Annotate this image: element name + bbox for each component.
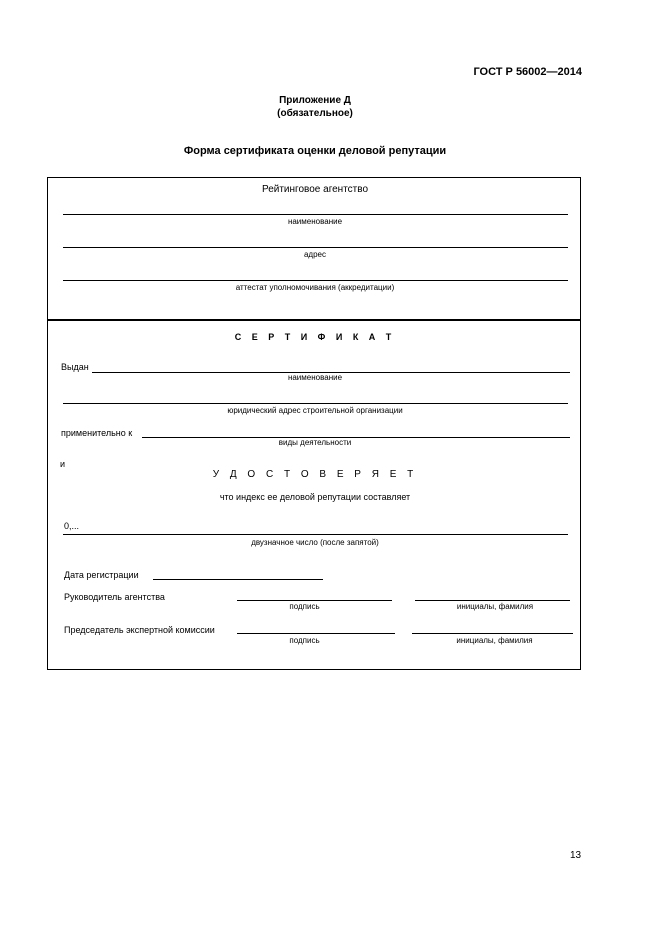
registration-label: Дата регистрации: [64, 570, 139, 580]
agency-heading: Рейтинговое агентство: [261, 184, 369, 195]
agency-accreditation-caption: аттестат уполномочивания (аккредитации): [235, 283, 395, 292]
issued-label: Выдан: [61, 362, 89, 372]
agency-section: [47, 177, 581, 320]
legal-address-caption: юридический адрес строительной организации: [227, 406, 403, 415]
form-title: Форма сертификата оценки деловой репутации: [183, 145, 447, 157]
chair-name-line: [412, 633, 573, 634]
applicable-caption: виды деятельности: [278, 438, 352, 447]
head-name-caption: инициалы, фамилия: [456, 602, 534, 611]
certificate-heading: С Е Р Т И Ф И К А Т: [234, 332, 396, 342]
chair-signature-caption: подпись: [289, 636, 320, 645]
chair-signature-line: [237, 633, 395, 634]
applicable-label: применительно к: [61, 428, 133, 438]
chair-name-caption: инициалы, фамилия: [456, 636, 533, 645]
page-number: 13: [570, 850, 582, 861]
appendix-status: (обязательное): [277, 108, 353, 119]
issued-caption: наименование: [287, 373, 343, 382]
legal-address-line: [63, 403, 568, 404]
index-line: [63, 534, 568, 535]
chair-label: Председатель экспертной комиссии: [64, 625, 215, 635]
index-prefix: 0,...: [64, 521, 80, 531]
agency-address-line: [63, 247, 568, 248]
agency-accreditation-line: [63, 280, 568, 281]
head-signature-caption: подпись: [289, 602, 320, 611]
standard-number: ГОСТ Р 56002—2014: [473, 66, 582, 78]
registration-line: [153, 579, 323, 580]
agency-address-caption: адрес: [303, 250, 326, 259]
agency-name-caption: наименование: [287, 217, 343, 226]
head-signature-line: [237, 600, 392, 601]
appendix-title: Приложение Д: [279, 95, 351, 106]
agency-name-line: [63, 214, 568, 215]
index-caption: двузначное число (после запятой): [251, 538, 379, 547]
certifies-text: что индекс ее деловой репутации составляет: [219, 492, 411, 502]
and-label: и: [60, 459, 66, 469]
head-label: Руководитель агентства: [64, 592, 165, 602]
certifies-heading: У Д О С Т О В Е Р Я Е Т: [212, 469, 418, 480]
head-name-line: [415, 600, 570, 601]
